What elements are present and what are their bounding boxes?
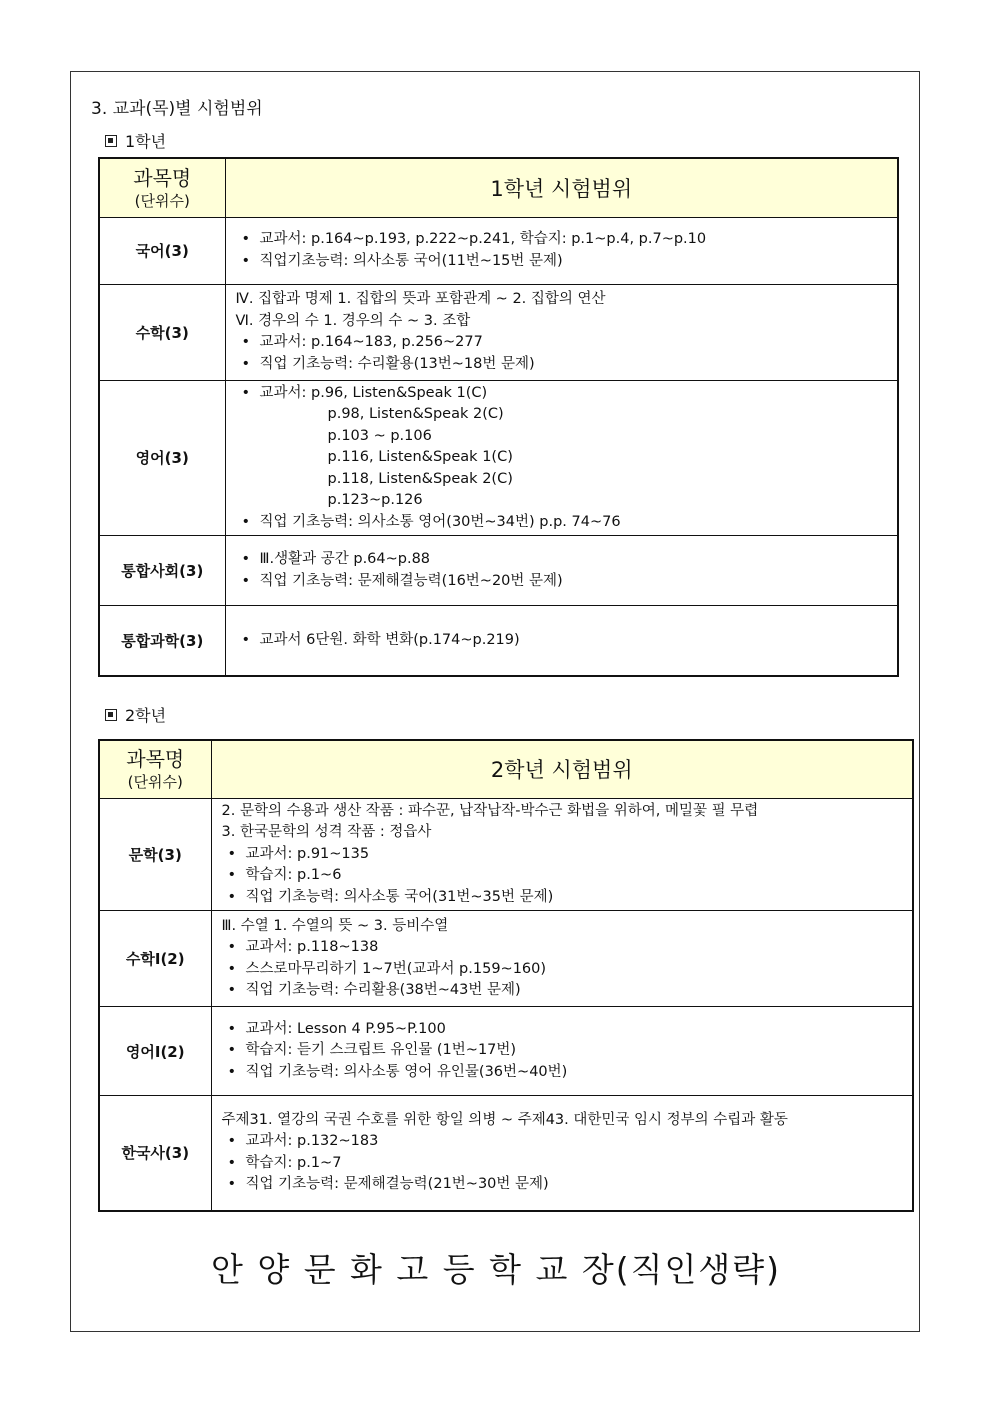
range-line: • 직업 기초능력: 수리활용(38번~43번 문제) [222,980,903,1002]
grade2-header-units: (단위수) [127,773,183,792]
table-row [99,536,898,606]
range-line: Ⅵ. 경우의 수 1. 경우의 수 ~ 3. 조합 [235,312,471,329]
range-line: p.103 ~ p.106 [327,427,432,444]
range-line: • 교과서: p.132~183 [222,1131,903,1153]
range-line: • 직업 기초능력: 문제해결능력(16번~20번 문제) [236,571,888,593]
subject-cell: 수학Ⅰ(2) [99,911,211,1007]
range-line: • 교과서: p.91~135 [222,844,903,866]
grade1-heading-label: 1학년 [125,132,167,151]
range-line: • 학습지: 듣기 스크립트 유인물 (1번~17번) [222,1040,903,1062]
grade2-header-range: 2학년 시험범위 [211,740,913,798]
exam-range-cell [225,606,898,676]
table-row [99,1007,913,1096]
range-line: • 교과서: p.164~183, p.256~277 [236,332,888,354]
table-row [99,217,898,284]
table-row [99,606,898,676]
range-line: Ⅳ. 집합과 명제 1. 집합의 뜻과 포함관계 ~ 2. 집합의 연산 [235,291,606,307]
range-line: • 직업 기초능력: 의사소통 영어(30번~34번) p.p. 74~76 [236,512,888,534]
square-bullet-icon [105,135,117,147]
range-line: 2. 문학의 수용과 생산 작품 : 파수꾼, 납작납작-박수근 화법을 위하여, 메밀꽃 필 무렵 [221,802,759,819]
subject-cell: 문학(3) [99,798,211,911]
subject-cell: 영어(3) [99,380,225,536]
exam-range-cell [225,217,898,284]
table-row [99,380,898,536]
range-line: 3. 한국문학의 성격 작품 : 정읍사 [221,824,432,840]
range-line: 주제31. 열강의 국권 수호를 위한 항일 의병 ~ 주제43. 대한민국 임시 정부의 수립과 활동 [221,1111,788,1128]
table-row [99,284,898,380]
range-line: • 교과서: p.118~138 [222,937,903,959]
exam-range-cell [225,380,898,536]
range-line: p.118, Listen&Speak 2(C) [327,470,513,487]
grade2-heading [105,703,166,726]
subject-cell: 영어Ⅰ(2) [99,1007,211,1096]
range-line: • 학습지: p.1~6 [222,865,903,887]
subject-cell: 통합사회(3) [99,536,225,606]
grade1-header-row [99,158,898,217]
subject-cell: 국어(3) [99,217,225,284]
range-line: p.123~p.126 [327,492,423,508]
subject-cell: 통합과학(3) [99,606,225,676]
grade2-header-subject-label: 과목명 [126,747,185,772]
principal-signature: 안 양 문 화 고 등 학 교 장(직인생략) [210,1250,782,1289]
square-bullet-icon [105,709,117,721]
table-row [99,798,913,911]
grade1-header-range: 1학년 시험범위 [225,158,898,217]
range-line: • 직업 기초능력: 문제해결능력(21번~30번 문제) [222,1174,903,1196]
table-row [99,911,913,1007]
range-line: • 직업 기초능력: 수리활용(13번~18번 문제) [236,354,888,376]
subject-cell: 수학(3) [99,284,225,380]
exam-range-cell [211,1007,913,1096]
range-line: p.116, Listen&Speak 1(C) [327,449,513,465]
grade2-header-row [99,740,913,798]
section-title: 3. 교과(목)별 시험범위 [91,99,263,119]
exam-range-cell [225,284,898,380]
exam-range-cell [225,536,898,606]
range-line: • 직업 기초능력: 의사소통 영어 유인물(36번~40번) [222,1062,903,1084]
grade1-header-subject-label: 과목명 [133,165,192,190]
range-line: • 직업 기초능력: 의사소통 국어(31번~35번 문제) [222,887,903,909]
grade1-table [98,157,899,677]
range-line: • 교과서: p.96, Listen&Speak 1(C) [236,383,888,405]
range-line: • 교과서: p.164~p.193, p.222~p.241, 학습지: p.1~p.4, p.7~p.10 [236,229,888,251]
range-line: • 교과서 6단원. 화학 변화(p.174~p.219) [236,630,888,652]
range-line: • 학습지: p.1~7 [222,1153,903,1175]
exam-range-cell [211,1096,913,1211]
grade2-table [98,739,914,1212]
subject-cell: 한국사(3) [99,1096,211,1211]
range-line: Ⅲ. 수열 1. 수열의 뜻 ~ 3. 등비수열 [221,917,449,934]
table-row [99,1096,913,1211]
range-line: • 교과서: Lesson 4 P.95~P.100 [222,1019,903,1041]
grade1-header-units: (단위수) [134,191,190,210]
grade2-header-subject [99,740,211,798]
exam-range-cell [211,911,913,1007]
range-line: • 직업기초능력: 의사소통 국어(11번~15번 문제) [236,251,888,273]
range-line: p.98, Listen&Speak 2(C) [327,406,504,422]
range-line: • 스스로마무리하기 1~7번(교과서 p.159~160) [222,959,903,981]
grade1-heading [105,129,166,152]
exam-range-cell [211,798,913,911]
range-line: • Ⅲ.생활과 공간 p.64~p.88 [236,549,888,571]
grade1-header-subject [99,158,225,217]
grade2-heading-label: 2학년 [125,706,167,725]
